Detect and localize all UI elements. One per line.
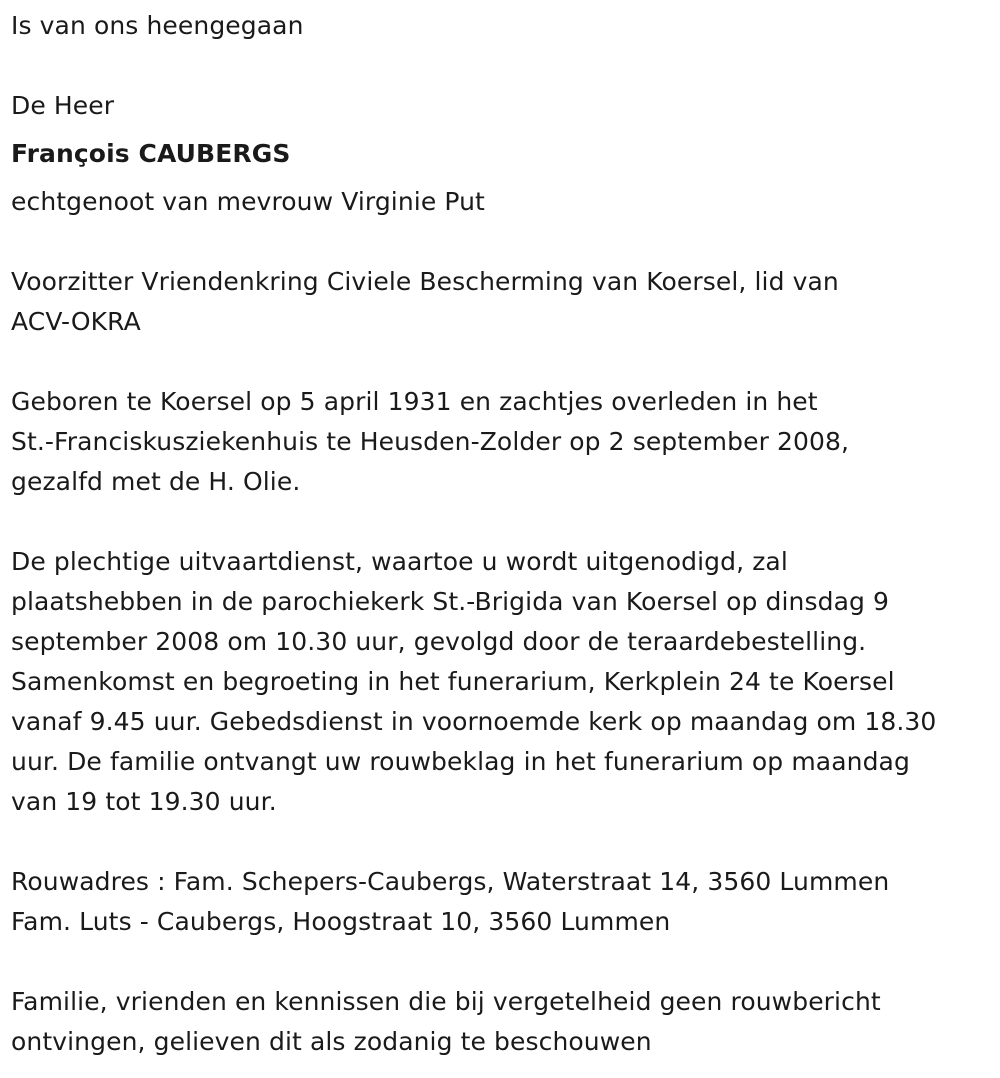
intro-text: Is van ons heengegaan [11,11,304,40]
honorific: De Heer [11,91,115,120]
closing-line: Familie, vrienden en kennissen die bij vergetelheid geen rouwbericht [11,987,881,1016]
closing-line: ontvingen, gelieven dit als zodanig te beschouwen [11,1027,652,1056]
deceased-name: François CAUBERGS [11,139,291,168]
birth-death-line: St.-Franciskusziekenhuis te Heusden-Zolder op 2 september 2008, [11,427,850,456]
birth-death-line: Geboren te Koersel op 5 april 1931 en zachtjes overleden in het [11,387,818,416]
service-line: september 2008 om 10.30 uur, gevolgd door de teraardebestelling. [11,627,867,656]
birth-death-line: gezalfd met de H. Olie. [11,467,301,496]
service-line: De plechtige uitvaartdienst, waartoe u wordt uitgenodigd, zal [11,547,788,576]
service-line: plaatshebben in de parochiekerk St.-Brigida van Koersel op dinsdag 9 [11,587,890,616]
service-line: van 19 tot 19.30 uur. [11,787,277,816]
mourning-address-line: Rouwadres : Fam. Schepers-Caubergs, Waterstraat 14, 3560 Lummen [11,867,890,896]
service-line: vanaf 9.45 uur. Gebedsdienst in voornoemde kerk op maandag om 18.30 [11,707,937,736]
service-line: uur. De familie ontvangt uw rouwbeklag in het funerarium op maandag [11,747,910,776]
membership-line: Voorzitter Vriendenkring Civiele Bescherming van Koersel, lid van [11,267,839,296]
spouse-line: echtgenoot van mevrouw Virginie Put [11,187,485,216]
mourning-address-line: Fam. Luts - Caubergs, Hoogstraat 10, 3560 Lummen [11,907,671,936]
service-line: Samenkomst en begroeting in het funerarium, Kerkplein 24 te Koersel [11,667,895,696]
membership-line: ACV-OKRA [11,307,141,336]
